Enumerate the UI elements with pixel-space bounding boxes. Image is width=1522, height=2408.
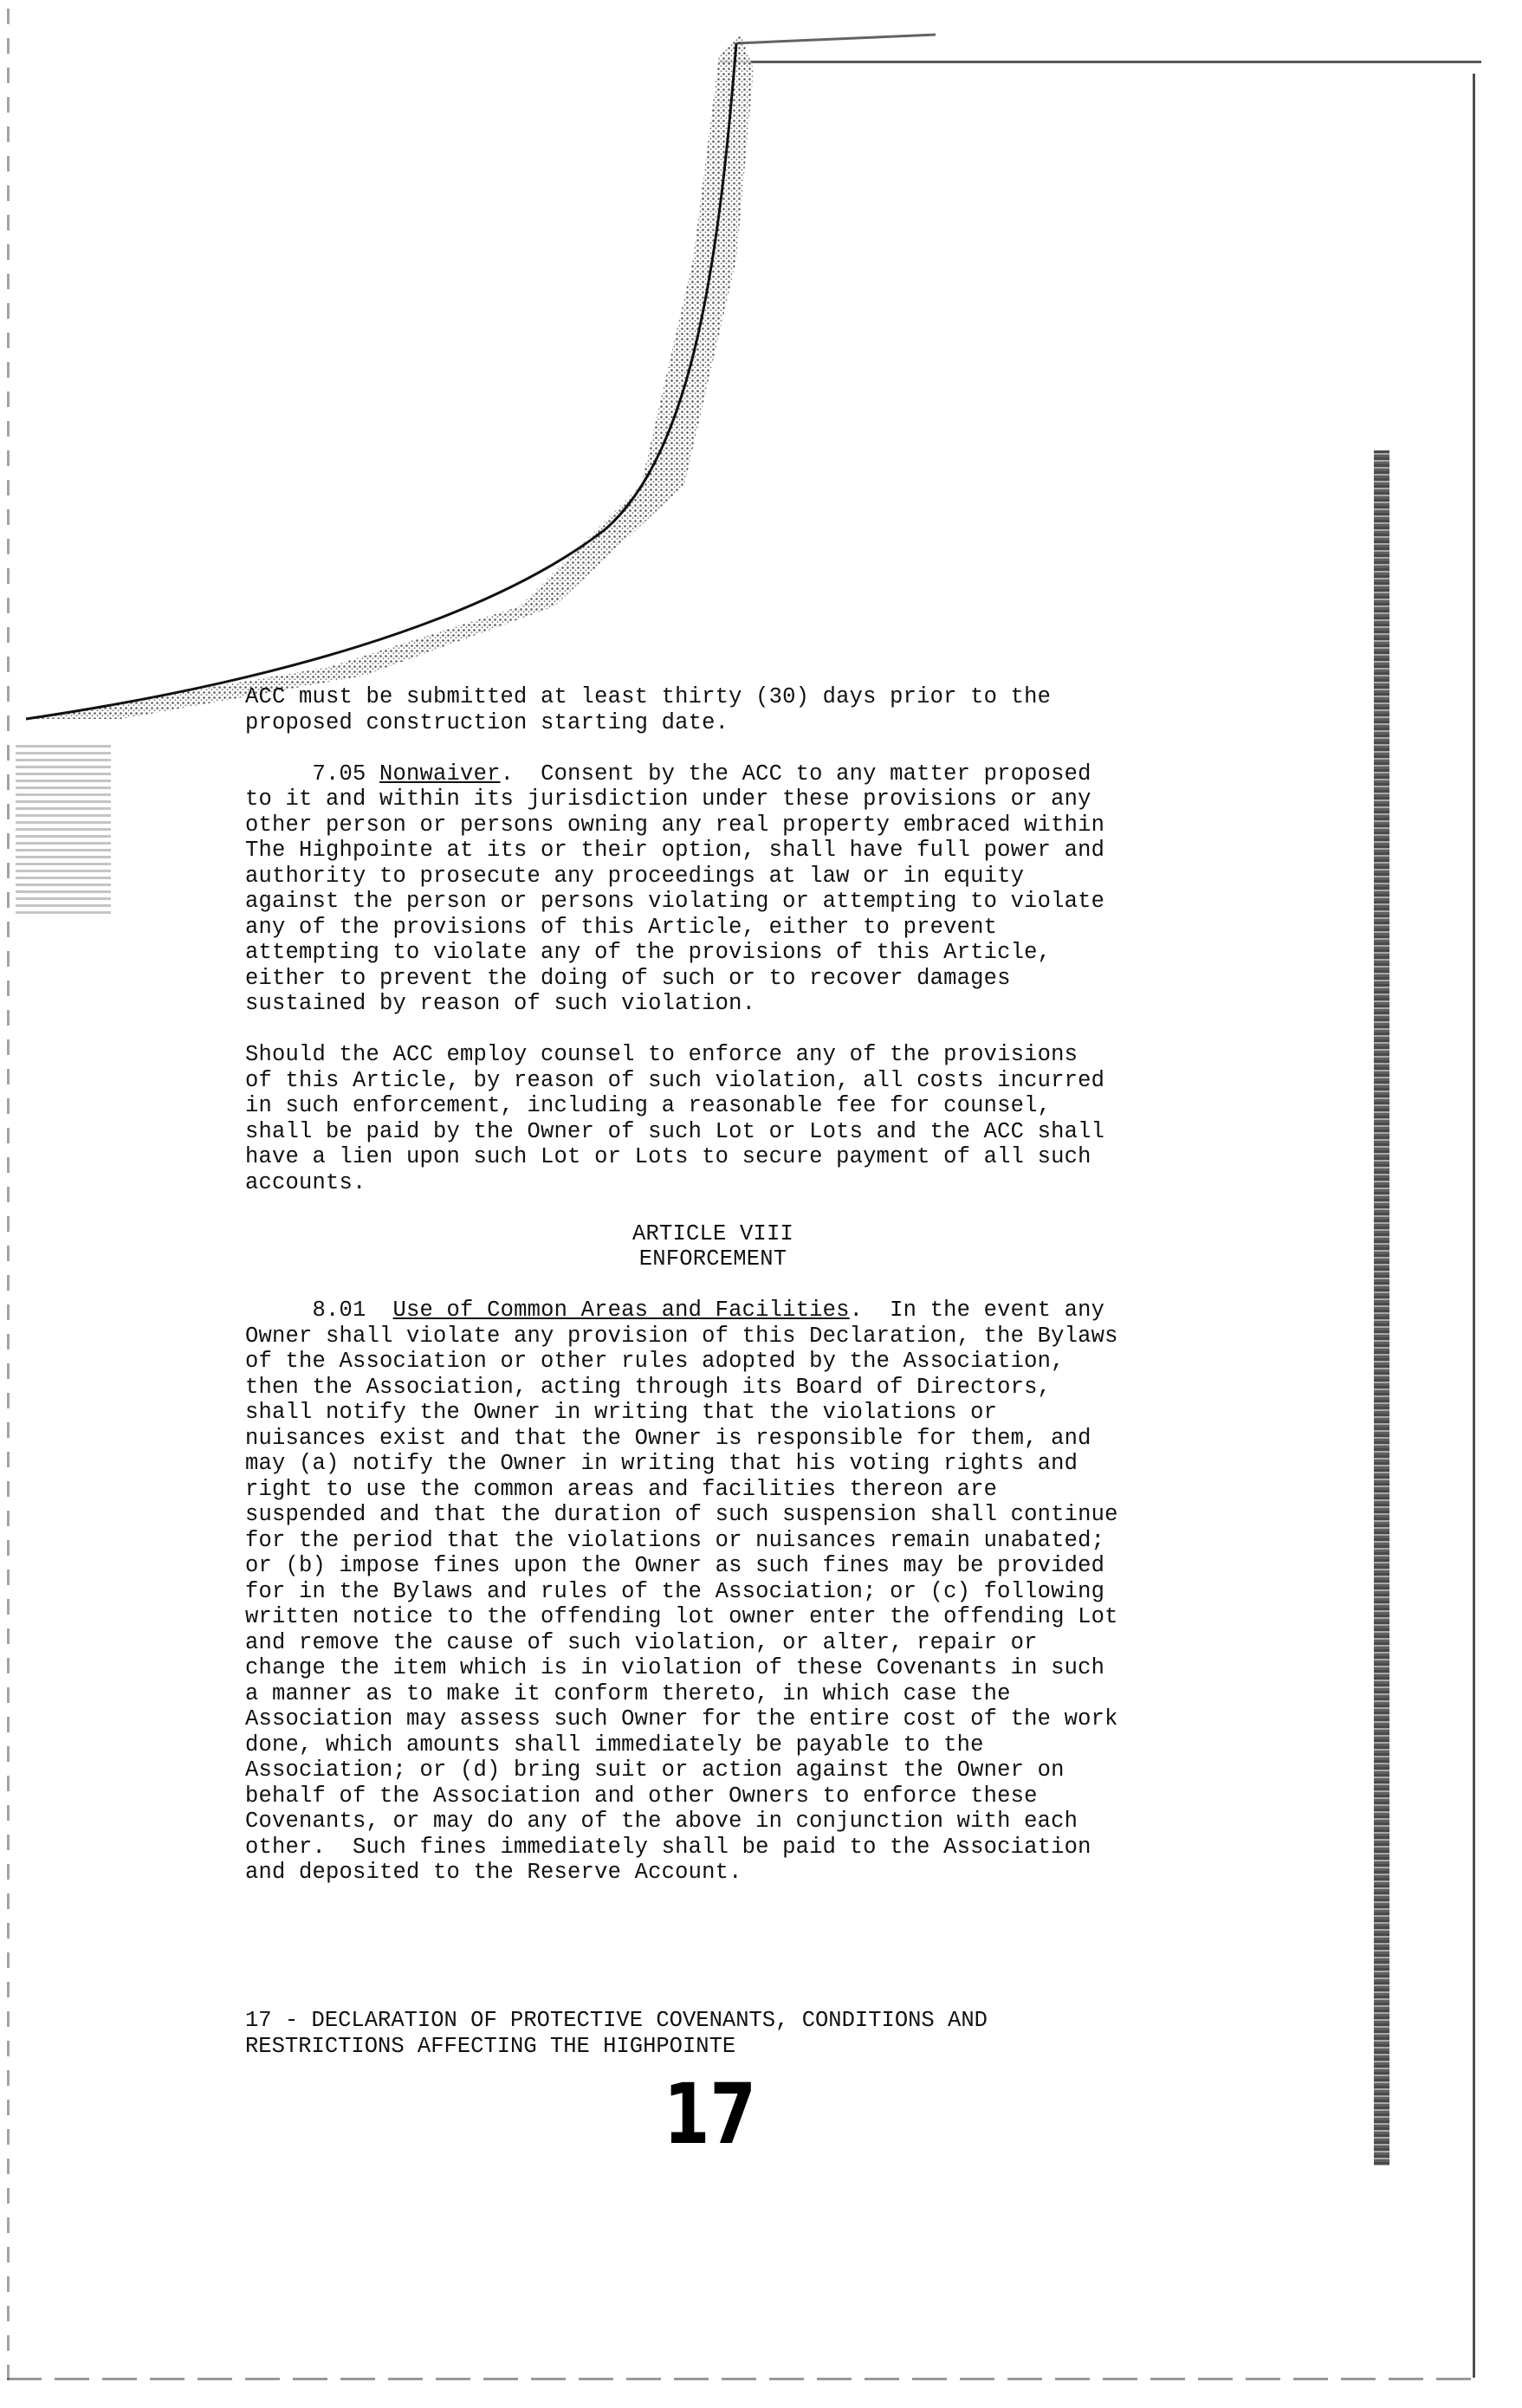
text-line: other. Such fines immediately shall be paid to the Association xyxy=(245,1834,1091,1860)
text-line: authority to prosecute any proceedings at law or in equity xyxy=(245,863,1025,889)
text-line: in such enforcement, including a reasonable fee for counsel, xyxy=(245,1093,1052,1118)
text-line: suspended and that the duration of such suspension shall continue xyxy=(245,1502,1118,1527)
section-lead-text: . In the event any xyxy=(849,1298,1105,1323)
section-heading: Use of Common Areas and Facilities xyxy=(392,1298,850,1323)
text-line: Owner shall violate any provision of this Declaration, the Bylaws xyxy=(245,1323,1118,1349)
text-line: shall be paid by the Owner of such Lot or Lots and the ACC shall xyxy=(245,1118,1105,1144)
section-heading-line xyxy=(245,761,1233,787)
fold-edge-line xyxy=(26,43,736,719)
text-line: shall notify the Owner in writing that the violations or xyxy=(245,1400,998,1425)
text-line: written notice to the offending lot owner enter the offending Lot xyxy=(245,1604,1118,1629)
fold-shadow-band xyxy=(26,35,754,719)
text-line: or (b) impose fines upon the Owner as such fines may be provided xyxy=(245,1553,1105,1578)
section-number: 8.01 xyxy=(312,1298,366,1323)
fold-top-edge xyxy=(736,35,936,43)
page-footer xyxy=(245,2008,1233,2059)
text-line: ACC must be submitted at least thirty (30) days prior to the xyxy=(245,684,1052,709)
article-heading xyxy=(245,1221,1233,1272)
text-line: may (a) notify the Owner in writing that his voting rights and xyxy=(245,1451,1078,1476)
text-line: for the period that the violations or nuisances remain unabated; xyxy=(245,1527,1105,1553)
text-line: Association may assess such Owner for the entire cost of the work xyxy=(245,1706,1118,1732)
text-line: sustained by reason of such violation. xyxy=(245,991,756,1016)
text-line: change the item which is in violation of these Covenants in such xyxy=(245,1655,1105,1680)
handwritten-page-number: 17 xyxy=(664,2066,756,2163)
text-line: other person or persons owning any real property embraced within xyxy=(245,812,1105,838)
text-line: proposed construction starting date. xyxy=(245,709,729,735)
text-line: have a lien upon such Lot or Lots to secure payment of all such xyxy=(245,1144,1091,1169)
text-line: of this Article, by reason of such violation, all costs incurred xyxy=(245,1067,1105,1093)
text-line: right to use the common areas and facilities thereon are xyxy=(245,1476,998,1502)
section-heading-line xyxy=(245,1298,1233,1324)
text-line: either to prevent the doing of such or to recover damages xyxy=(245,965,1011,991)
text-line: attempting to violate any of the provisions of this Article, xyxy=(245,940,1052,965)
text-line: for in the Bylaws and rules of the Association; or (c) following xyxy=(245,1578,1105,1604)
text-line: any of the provisions of this Article, either to prevent xyxy=(245,914,998,940)
text-line: of the Association or other rules adopted by the Association, xyxy=(245,1349,1065,1374)
article-title: ENFORCEMENT xyxy=(638,1246,787,1272)
text-line: a manner as to make it conform thereto, in which case the xyxy=(245,1680,1011,1706)
section-lead-text: . Consent by the ACC to any matter proposed xyxy=(500,761,1091,786)
section-7-04-tail xyxy=(245,684,1233,735)
text-line: behalf of the Association and other Owners to enforce these xyxy=(245,1783,1038,1809)
footer-line: 17 - DECLARATION OF PROTECTIVE COVENANTS, CONDITIONS AND xyxy=(245,2008,988,2033)
text-line: and deposited to the Reserve Account. xyxy=(245,1860,742,1885)
document-body xyxy=(245,684,1233,1911)
section-heading: Nonwaiver xyxy=(379,761,501,786)
text-line: The Highpointe at its or their option, shall have full power and xyxy=(245,838,1105,863)
section-7-05-paragraph-2 xyxy=(245,1042,1233,1195)
section-7-05 xyxy=(245,761,1233,1017)
text-line: Covenants, or may do any of the above in conjunction with each xyxy=(245,1809,1078,1834)
text-line: Should the ACC employ counsel to enforce any of the provisions xyxy=(245,1042,1078,1067)
footer-line: RESTRICTIONS AFFECTING THE HIGHPOINTE xyxy=(245,2033,736,2059)
text-line: accounts. xyxy=(245,1169,366,1195)
text-line: to it and within its jurisdiction under these provisions or any xyxy=(245,786,1091,812)
text-line: then the Association, acting through its Board of Directors, xyxy=(245,1374,1052,1400)
article-number: ARTICLE VIII xyxy=(631,1220,794,1246)
section-8-01 xyxy=(245,1298,1233,1886)
text-line: and remove the cause of such violation, or alter, repair or xyxy=(245,1629,1038,1655)
text-line: against the person or persons violating or attempting to violate xyxy=(245,889,1105,914)
text-line: Association; or (d) bring suit or action against the Owner on xyxy=(245,1757,1065,1783)
section-number: 7.05 xyxy=(312,761,366,786)
text-line: done, which amounts shall immediately be payable to the xyxy=(245,1732,984,1757)
text-line: nuisances exist and that the Owner is responsible for them, and xyxy=(245,1425,1091,1451)
